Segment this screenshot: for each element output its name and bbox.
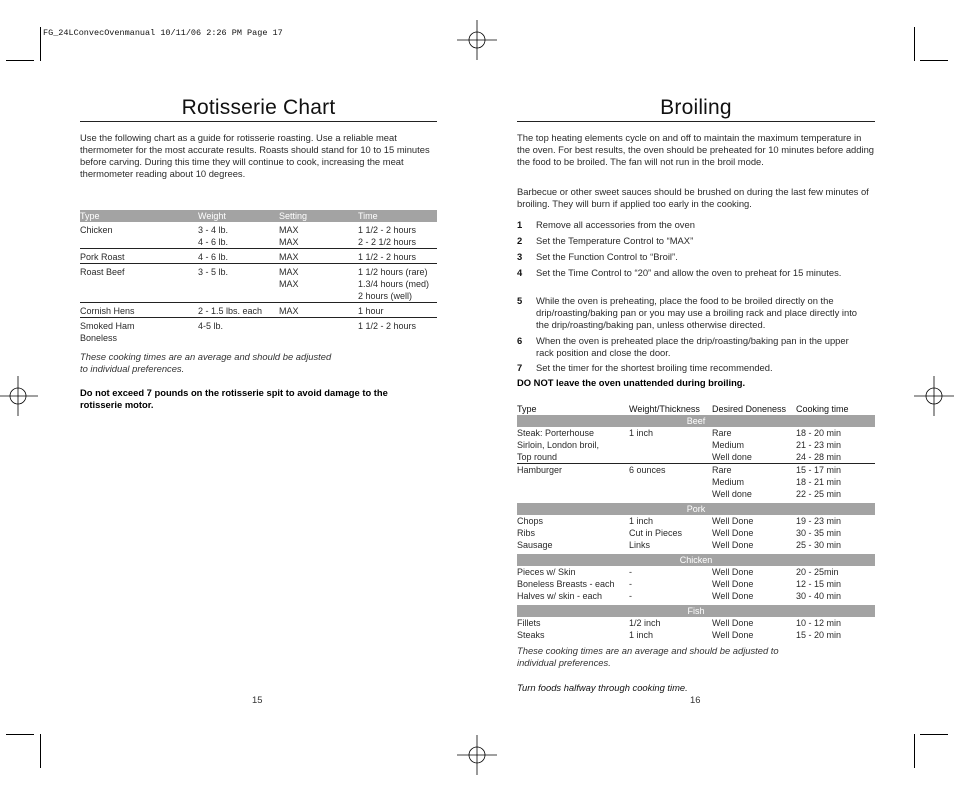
header-type: Type bbox=[80, 211, 100, 221]
crop-mark bbox=[914, 27, 915, 61]
warning-text: Do not exceed 7 pounds on the rotisserie spit to avoid damage to the rotisserie motor. bbox=[80, 387, 388, 410]
cell-line: Steaks bbox=[517, 630, 545, 640]
step-text: While the oven is preheating, place the food to be broiled directly on the drip/roasting/baking pan or you may use a broiling rack and place directly into the drip/roasting/baking pan, unless otherwise directed. bbox=[536, 295, 858, 330]
cell-line: 1 1/2 - 2 hours bbox=[358, 321, 417, 331]
step-text: Set the Time Control to “20” and allow the oven to preheat for 15 minutes. bbox=[536, 267, 842, 278]
cell-line: 18 - 20 min bbox=[796, 428, 842, 438]
cell-doneness bbox=[712, 427, 796, 463]
cell-weight bbox=[198, 320, 279, 344]
cell-line: 1.3/4 hours (med) bbox=[358, 279, 430, 289]
step-number: 5 bbox=[517, 295, 523, 306]
table-row bbox=[80, 249, 437, 264]
header-setting: Setting bbox=[279, 211, 308, 221]
cell-line: 24 - 28 min bbox=[796, 452, 842, 462]
note-line-1: These cooking times are an average and should be adjusted bbox=[80, 351, 332, 362]
crop-mark bbox=[40, 27, 41, 61]
cell-line: Well Done bbox=[712, 528, 754, 538]
cell-line: 1 inch bbox=[629, 428, 654, 438]
cell-time bbox=[358, 305, 437, 317]
cell-line: 2 - 1.5 lbs. each bbox=[198, 306, 263, 316]
crop-mark bbox=[920, 734, 948, 735]
intro-paragraph-1: The top heating elements cycle on and off to maintain the maximum temperature in the oven. For best results, the oven should be preheated for 10 minutes before adding the food to be broiled. The fan will not run in the broil mode. bbox=[517, 132, 875, 167]
cell-time bbox=[796, 566, 875, 602]
cell-weight bbox=[198, 266, 279, 302]
step-text: Set the Function Control to “Broil”. bbox=[536, 251, 678, 262]
cell-line: Well Done bbox=[712, 630, 754, 640]
cell-weight bbox=[629, 617, 712, 641]
step-item bbox=[517, 235, 857, 247]
cell-line: MAX bbox=[279, 225, 299, 235]
table-row bbox=[517, 464, 875, 500]
cell-line: 25 - 30 min bbox=[796, 540, 842, 550]
cell-line: 4 - 6 lb. bbox=[198, 237, 229, 247]
cell-line: 19 - 23 min bbox=[796, 516, 842, 526]
cell-setting bbox=[279, 224, 358, 248]
cell-line: Chops bbox=[517, 516, 544, 526]
cell-line: Well Done bbox=[712, 579, 754, 589]
intro-paragraph: Use the following chart as a guide for rotisserie roasting. Use a reliable meat thermometer for the most accurate results. Roasts should stand for 10 to 15 minutes before carving. During this time they will continue to cook, increasing the meat thermometer reading about 10 degrees. bbox=[80, 132, 430, 179]
cell-line: 20 - 25min bbox=[796, 567, 839, 577]
step-item bbox=[517, 295, 857, 331]
step-item bbox=[517, 219, 857, 231]
step-item bbox=[517, 362, 857, 374]
cell-time bbox=[796, 617, 875, 641]
cell-line: Well Done bbox=[712, 618, 754, 628]
cell-type bbox=[80, 320, 198, 344]
step-text: Set the timer for the shortest broiling time recommended. bbox=[536, 362, 773, 373]
cell-line: Pieces w/ Skin bbox=[517, 567, 576, 577]
cell-line: Boneless bbox=[80, 333, 118, 343]
cell-line: MAX bbox=[279, 279, 299, 289]
cell-line: Sausage bbox=[517, 540, 553, 550]
cell-line: 1 1/2 - 2 hours bbox=[358, 225, 417, 235]
page-title: Broiling bbox=[517, 95, 875, 122]
step-item bbox=[517, 267, 857, 279]
cell-line: 18 - 21 min bbox=[796, 477, 842, 487]
cell-line: - bbox=[629, 579, 632, 589]
cell-weight bbox=[198, 251, 279, 263]
cell-weight bbox=[629, 566, 712, 602]
step-text: Remove all accessories from the oven bbox=[536, 219, 695, 230]
cell-line: Top round bbox=[517, 452, 558, 462]
step-number: 7 bbox=[517, 362, 523, 373]
header-time: Time bbox=[358, 211, 378, 221]
step-number: 1 bbox=[517, 219, 523, 230]
cell-weight bbox=[629, 464, 712, 500]
cell-line: 21 - 23 min bbox=[796, 440, 842, 450]
cell-weight bbox=[198, 224, 279, 248]
cell-line: Hamburger bbox=[517, 465, 563, 475]
cell-line: 1 inch bbox=[629, 516, 654, 526]
cell-line: Well Done bbox=[712, 591, 754, 601]
cell-line: Boneless Breasts - each bbox=[517, 579, 615, 589]
note-line-1: These cooking times are an average and should be adjusted to bbox=[517, 645, 779, 656]
crop-mark bbox=[6, 734, 34, 735]
cell-line: Well done bbox=[712, 452, 752, 462]
cell-weight bbox=[629, 427, 712, 463]
registration-mark-icon bbox=[457, 735, 497, 775]
cell-setting bbox=[279, 251, 358, 263]
cell-line: MAX bbox=[279, 306, 299, 316]
warning-text: DO NOT leave the oven unattended during broiling. bbox=[517, 377, 746, 388]
header-weight: Weight/Thickness bbox=[629, 404, 700, 414]
cell-line: 3 - 4 lb. bbox=[198, 225, 229, 235]
cell-line: MAX bbox=[279, 252, 299, 262]
cell-doneness bbox=[712, 617, 796, 641]
cell-time bbox=[358, 224, 437, 248]
cell-line: Cut in Pieces bbox=[629, 528, 683, 538]
cell-time bbox=[796, 464, 875, 500]
cell-weight bbox=[629, 515, 712, 551]
cell-time bbox=[358, 251, 437, 263]
step-text: Set the Temperature Control to “MAX” bbox=[536, 235, 694, 246]
table-row bbox=[517, 566, 875, 602]
header-type: Type bbox=[517, 404, 537, 414]
cell-line: 15 - 17 min bbox=[796, 465, 842, 475]
cell-type bbox=[80, 266, 198, 302]
cell-time bbox=[358, 266, 437, 302]
right-page bbox=[517, 95, 875, 693]
cell-line: Halves w/ skin - each bbox=[517, 591, 603, 601]
cell-line: 12 - 15 min bbox=[796, 579, 842, 589]
section-header: Chicken bbox=[517, 554, 875, 566]
cell-line: Chicken bbox=[80, 225, 113, 235]
table-row bbox=[517, 427, 875, 464]
table-body bbox=[80, 222, 437, 344]
cell-line: 4-5 lb. bbox=[198, 321, 224, 331]
cell-line: 1 inch bbox=[629, 630, 654, 640]
cell-line: 10 - 12 min bbox=[796, 618, 842, 628]
cell-line: Links bbox=[629, 540, 651, 550]
cell-line: - bbox=[629, 567, 632, 577]
step-item bbox=[517, 335, 857, 359]
crop-mark bbox=[6, 60, 34, 61]
header-weight: Weight bbox=[198, 211, 226, 221]
cell-time bbox=[796, 427, 875, 463]
cell-weight bbox=[198, 305, 279, 317]
page-number: 15 bbox=[252, 694, 263, 705]
cell-line: Smoked Ham bbox=[80, 321, 135, 331]
cell-doneness bbox=[712, 566, 796, 602]
cell-line: Roast Beef bbox=[80, 267, 125, 277]
step-number: 3 bbox=[517, 251, 523, 262]
cell-type bbox=[80, 251, 198, 263]
cell-line: Sirloin, London broil, bbox=[517, 440, 600, 450]
cell-line: 30 - 40 min bbox=[796, 591, 842, 601]
table-row bbox=[80, 318, 437, 344]
table-row bbox=[517, 617, 875, 641]
table-row bbox=[80, 303, 437, 318]
left-page bbox=[80, 95, 437, 410]
cell-type bbox=[517, 427, 629, 463]
registration-mark-icon bbox=[457, 20, 497, 60]
cell-line: Pork Roast bbox=[80, 252, 125, 262]
header-time: Cooking time bbox=[796, 404, 849, 414]
table-header bbox=[517, 403, 875, 415]
cell-line: 2 hours (well) bbox=[358, 291, 413, 301]
intro-paragraph-2: Barbecue or other sweet sauces should be brushed on during the last few minutes of broiling. They will burn if applied too early in the cooking. bbox=[517, 186, 869, 209]
cell-line: Ribs bbox=[517, 528, 536, 538]
cell-line: MAX bbox=[279, 237, 299, 247]
table-row bbox=[80, 222, 437, 249]
cell-line: 2 - 2 1/2 hours bbox=[358, 237, 417, 247]
cell-line: Well Done bbox=[712, 516, 754, 526]
crop-mark bbox=[920, 60, 948, 61]
section-header: Pork bbox=[517, 503, 875, 515]
section-header: Beef bbox=[517, 415, 875, 427]
page-number: 16 bbox=[690, 694, 701, 705]
table-row bbox=[517, 515, 875, 551]
header-doneness: Desired Doneness bbox=[712, 404, 787, 414]
cell-line: 3 - 5 lb. bbox=[198, 267, 229, 277]
cell-line: Rare bbox=[712, 465, 732, 475]
cell-line: 4 - 6 lb. bbox=[198, 252, 229, 262]
cell-setting bbox=[279, 320, 358, 344]
cell-line: Medium bbox=[712, 477, 745, 487]
crop-mark bbox=[40, 734, 41, 768]
cell-line: 1 1/2 hours (rare) bbox=[358, 267, 428, 277]
cell-type bbox=[80, 224, 198, 248]
rotisserie-table bbox=[80, 210, 437, 344]
step-item bbox=[517, 251, 857, 263]
cell-setting bbox=[279, 266, 358, 302]
cell-line: Cornish Hens bbox=[80, 306, 135, 316]
cell-line: 15 - 20 min bbox=[796, 630, 842, 640]
cell-doneness bbox=[712, 515, 796, 551]
registration-mark-icon bbox=[914, 376, 954, 416]
crop-mark bbox=[914, 734, 915, 768]
cell-type bbox=[517, 617, 629, 641]
cell-line: 22 - 25 min bbox=[796, 489, 842, 499]
cell-doneness bbox=[712, 464, 796, 500]
registration-mark-icon bbox=[0, 376, 38, 416]
step-number: 2 bbox=[517, 235, 523, 246]
note-line-2: individual preferences. bbox=[517, 657, 611, 668]
table-header bbox=[80, 210, 437, 222]
cell-line: Steak: Porterhouse bbox=[517, 428, 595, 438]
broiling-table bbox=[517, 403, 875, 641]
print-slug: FG_24LConvecOvenmanual 10/11/06 2:26 PM Page 17 bbox=[43, 28, 283, 38]
step-text: When the oven is preheated place the drip/roasting/baking pan in the upper rack position and close the door. bbox=[536, 335, 849, 358]
cell-line: 1/2 inch bbox=[629, 618, 661, 628]
cell-line: 6 ounces bbox=[629, 465, 666, 475]
cell-type bbox=[517, 566, 629, 602]
cell-time bbox=[796, 515, 875, 551]
cell-line: Fillets bbox=[517, 618, 541, 628]
step-number: 6 bbox=[517, 335, 523, 346]
cell-line: Well Done bbox=[712, 540, 754, 550]
cell-type bbox=[80, 305, 198, 317]
cell-line: 30 - 35 min bbox=[796, 528, 842, 538]
cell-line: 1 hour bbox=[358, 306, 384, 316]
cell-line: MAX bbox=[279, 267, 299, 277]
cell-line: Well done bbox=[712, 489, 752, 499]
cell-time bbox=[358, 320, 437, 344]
cell-line: - bbox=[629, 591, 632, 601]
cell-line: 1 1/2 - 2 hours bbox=[358, 252, 417, 262]
step-number: 4 bbox=[517, 267, 523, 278]
cell-line: Rare bbox=[712, 428, 732, 438]
table-row bbox=[80, 264, 437, 303]
cell-type bbox=[517, 464, 629, 500]
table-body bbox=[517, 415, 875, 641]
note-line-2: to individual preferences. bbox=[80, 363, 185, 374]
cell-line: Medium bbox=[712, 440, 745, 450]
tip-text: Turn foods halfway through cooking time. bbox=[517, 682, 688, 693]
cell-line: Well Done bbox=[712, 567, 754, 577]
cell-setting bbox=[279, 305, 358, 317]
section-header: Fish bbox=[517, 605, 875, 617]
cell-type bbox=[517, 515, 629, 551]
page-title: Rotisserie Chart bbox=[80, 95, 437, 122]
